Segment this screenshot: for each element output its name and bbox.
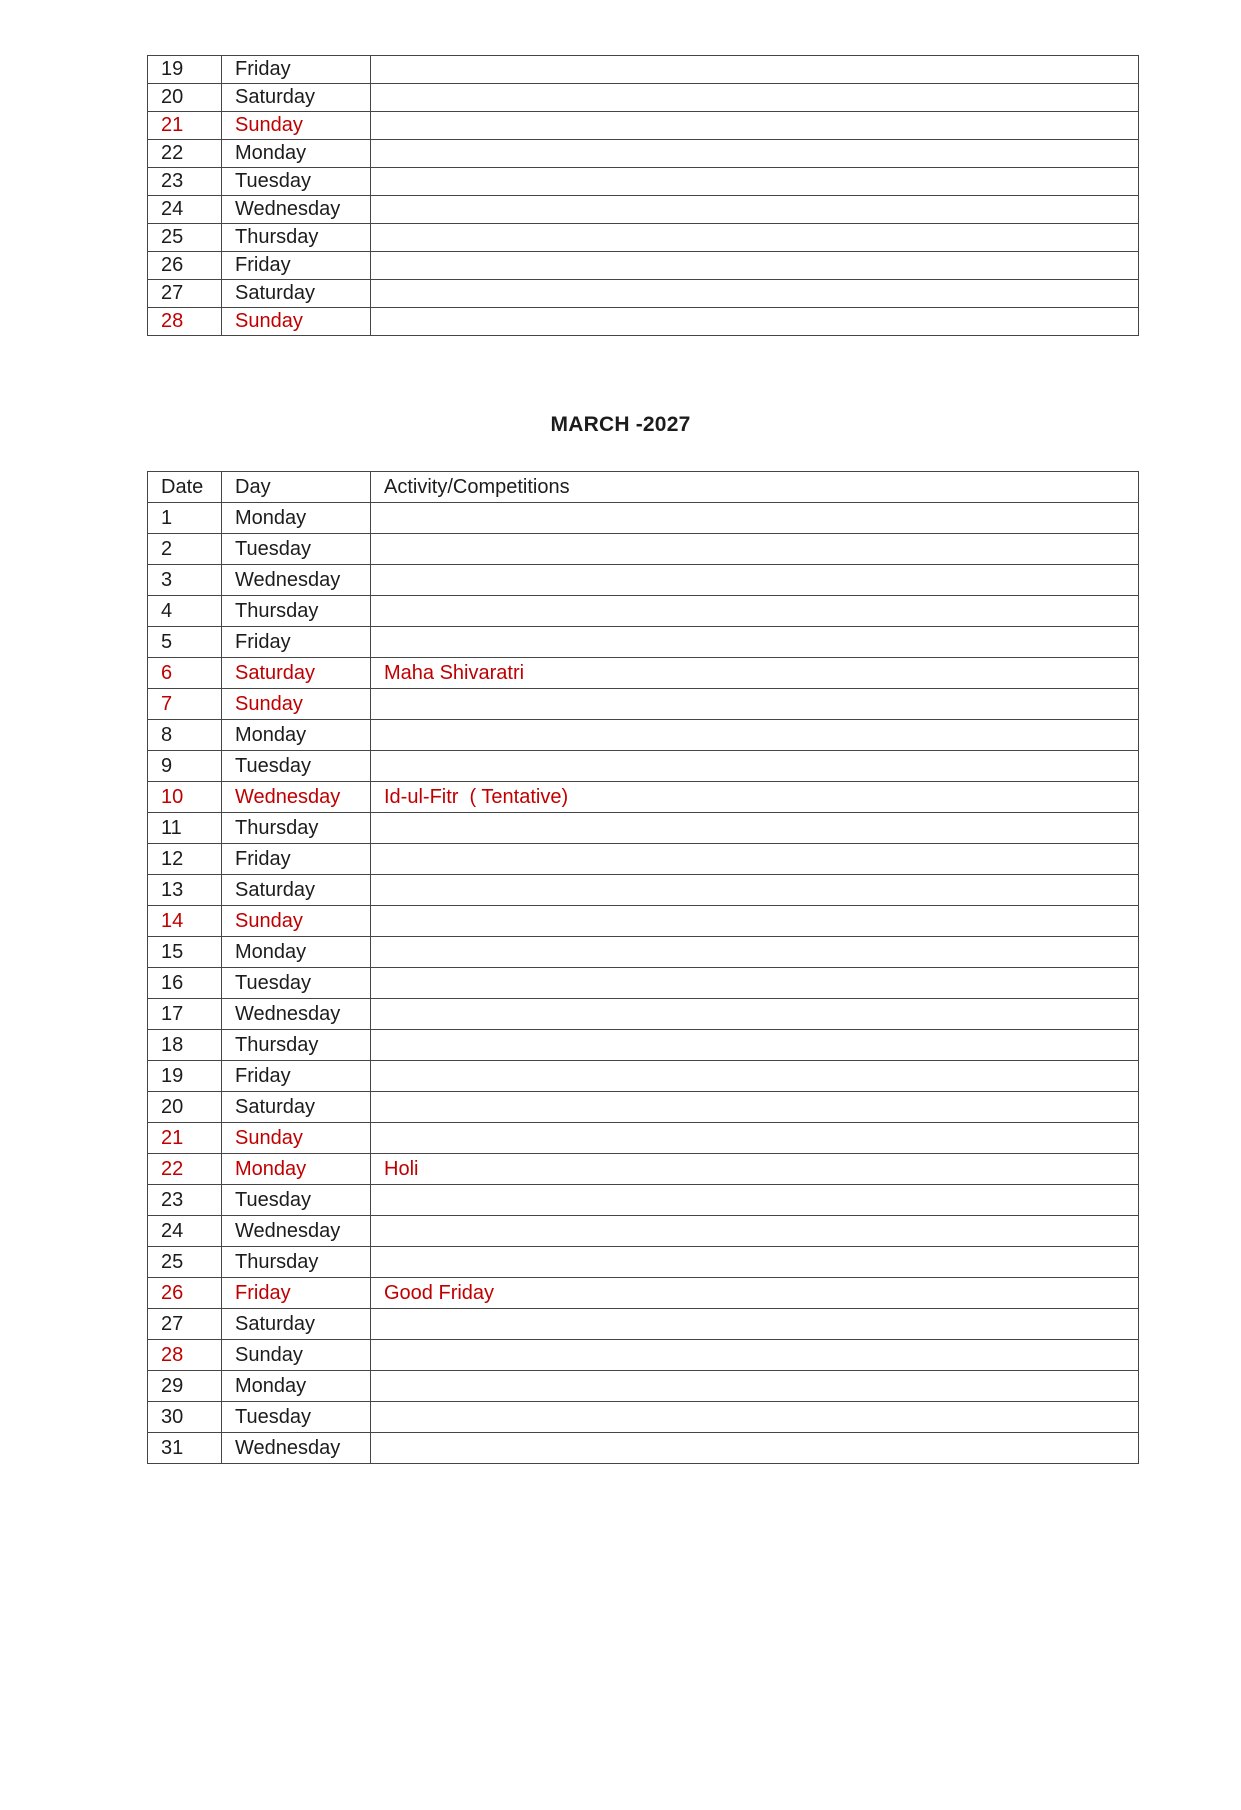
date-cell: 3: [148, 565, 222, 596]
activity-cell: [371, 252, 1139, 280]
day-cell: Thursday: [222, 224, 371, 252]
activity-cell: [371, 875, 1139, 906]
table-row: [148, 937, 1139, 968]
date-cell: 26: [148, 1278, 222, 1309]
day-cell: Monday: [222, 937, 371, 968]
date-cell: 19: [148, 56, 222, 84]
date-cell: 7: [148, 689, 222, 720]
date-cell: 10: [148, 782, 222, 813]
table-row: [148, 906, 1139, 937]
activity-cell: [371, 84, 1139, 112]
day-cell: Thursday: [222, 1247, 371, 1278]
table-row: [148, 782, 1139, 813]
activity-cell: Id-ul-Fitr ( Tentative): [371, 782, 1139, 813]
table-row: [148, 1185, 1139, 1216]
calendar-document-page: [0, 55, 1241, 1810]
day-column-header: Day: [222, 472, 371, 503]
day-cell: Sunday: [222, 689, 371, 720]
activity-cell: [371, 689, 1139, 720]
day-cell: Monday: [222, 1371, 371, 1402]
date-cell: 19: [148, 1061, 222, 1092]
activity-cell: [371, 906, 1139, 937]
date-cell: 21: [148, 112, 222, 140]
activity-cell: [371, 1402, 1139, 1433]
activity-cell: [371, 1340, 1139, 1371]
activity-cell: [371, 813, 1139, 844]
day-cell: Tuesday: [222, 968, 371, 999]
table-row: [148, 534, 1139, 565]
day-cell: Friday: [222, 844, 371, 875]
activity-cell: [371, 1061, 1139, 1092]
header-row: [148, 472, 1139, 503]
table-row: [148, 56, 1139, 84]
table-row: [148, 1123, 1139, 1154]
table-row: [148, 689, 1139, 720]
day-cell: Friday: [222, 1061, 371, 1092]
day-cell: Friday: [222, 56, 371, 84]
date-cell: 20: [148, 84, 222, 112]
activity-cell: [371, 534, 1139, 565]
day-cell: Thursday: [222, 1030, 371, 1061]
date-cell: 27: [148, 280, 222, 308]
activity-cell: [371, 1092, 1139, 1123]
table-row: [148, 1309, 1139, 1340]
activity-column-header: Activity/Competitions: [371, 472, 1139, 503]
date-cell: 1: [148, 503, 222, 534]
date-cell: 2: [148, 534, 222, 565]
day-cell: Saturday: [222, 658, 371, 689]
activity-cell: [371, 224, 1139, 252]
day-cell: Saturday: [222, 875, 371, 906]
day-cell: Saturday: [222, 84, 371, 112]
date-cell: 23: [148, 168, 222, 196]
activity-cell: Good Friday: [371, 1278, 1139, 1309]
activity-cell: [371, 308, 1139, 336]
date-cell: 27: [148, 1309, 222, 1340]
month-title: MARCH -2027: [550, 413, 691, 436]
table-row: [148, 565, 1139, 596]
day-cell: Saturday: [222, 280, 371, 308]
date-cell: 18: [148, 1030, 222, 1061]
date-cell: 22: [148, 1154, 222, 1185]
day-cell: Monday: [222, 1154, 371, 1185]
day-cell: Thursday: [222, 596, 371, 627]
date-cell: 24: [148, 196, 222, 224]
table-row: [148, 252, 1139, 280]
activity-cell: [371, 168, 1139, 196]
activity-cell: [371, 596, 1139, 627]
date-cell: 14: [148, 906, 222, 937]
date-cell: 29: [148, 1371, 222, 1402]
date-cell: 31: [148, 1433, 222, 1464]
table-row: [148, 1371, 1139, 1402]
date-cell: 20: [148, 1092, 222, 1123]
day-cell: Saturday: [222, 1092, 371, 1123]
table-row: [148, 813, 1139, 844]
date-cell: 9: [148, 751, 222, 782]
date-cell: 11: [148, 813, 222, 844]
date-cell: 12: [148, 844, 222, 875]
day-cell: Sunday: [222, 906, 371, 937]
activity-cell: [371, 627, 1139, 658]
activity-cell: [371, 140, 1139, 168]
table-row: [148, 308, 1139, 336]
activity-cell: [371, 1247, 1139, 1278]
date-cell: 23: [148, 1185, 222, 1216]
activity-cell: [371, 565, 1139, 596]
table-row: [148, 720, 1139, 751]
day-cell: Sunday: [222, 1340, 371, 1371]
previous-month-table: [147, 55, 1139, 336]
activity-cell: [371, 196, 1139, 224]
date-cell: 28: [148, 308, 222, 336]
day-cell: Tuesday: [222, 168, 371, 196]
date-cell: 25: [148, 1247, 222, 1278]
date-cell: 15: [148, 937, 222, 968]
table-row: [148, 999, 1139, 1030]
day-cell: Monday: [222, 720, 371, 751]
date-cell: 25: [148, 224, 222, 252]
table-row: [148, 1216, 1139, 1247]
activity-cell: [371, 1030, 1139, 1061]
activity-cell: [371, 1185, 1139, 1216]
date-cell: 13: [148, 875, 222, 906]
activity-cell: [371, 720, 1139, 751]
table-row: [148, 658, 1139, 689]
activity-cell: [371, 844, 1139, 875]
table-row: [148, 1154, 1139, 1185]
table-row: [148, 503, 1139, 534]
day-cell: Friday: [222, 1278, 371, 1309]
date-column-header: Date: [148, 472, 222, 503]
table-row: [148, 140, 1139, 168]
day-cell: Wednesday: [222, 565, 371, 596]
table-row: [148, 112, 1139, 140]
table-row: [148, 84, 1139, 112]
march-calendar-table: [147, 471, 1139, 1464]
activity-cell: [371, 1123, 1139, 1154]
day-cell: Monday: [222, 503, 371, 534]
activity-cell: [371, 1433, 1139, 1464]
day-cell: Sunday: [222, 1123, 371, 1154]
day-cell: Sunday: [222, 112, 371, 140]
date-cell: 17: [148, 999, 222, 1030]
table-row: [148, 224, 1139, 252]
date-cell: 22: [148, 140, 222, 168]
activity-cell: [371, 1371, 1139, 1402]
day-cell: Friday: [222, 627, 371, 658]
day-cell: Wednesday: [222, 196, 371, 224]
table-row: [148, 1247, 1139, 1278]
table-row: [148, 280, 1139, 308]
activity-cell: [371, 280, 1139, 308]
table-row: [148, 751, 1139, 782]
march-table-body: [148, 503, 1139, 1464]
day-cell: Monday: [222, 140, 371, 168]
day-cell: Wednesday: [222, 1216, 371, 1247]
table-row: [148, 1402, 1139, 1433]
table-row: [148, 1278, 1139, 1309]
table-row: [148, 1433, 1139, 1464]
date-cell: 16: [148, 968, 222, 999]
day-cell: Wednesday: [222, 1433, 371, 1464]
table-row: [148, 196, 1139, 224]
table-row: [148, 168, 1139, 196]
day-cell: Tuesday: [222, 751, 371, 782]
date-cell: 24: [148, 1216, 222, 1247]
table-row: [148, 968, 1139, 999]
date-cell: 30: [148, 1402, 222, 1433]
day-cell: Thursday: [222, 813, 371, 844]
activity-cell: [371, 1309, 1139, 1340]
day-cell: Saturday: [222, 1309, 371, 1340]
table-row: [148, 1340, 1139, 1371]
date-cell: 28: [148, 1340, 222, 1371]
activity-cell: Maha Shivaratri: [371, 658, 1139, 689]
date-cell: 8: [148, 720, 222, 751]
day-cell: Tuesday: [222, 1402, 371, 1433]
activity-cell: [371, 1216, 1139, 1247]
activity-cell: [371, 503, 1139, 534]
table-row: [148, 1092, 1139, 1123]
date-cell: 4: [148, 596, 222, 627]
table-row: [148, 844, 1139, 875]
date-cell: 21: [148, 1123, 222, 1154]
day-cell: Tuesday: [222, 1185, 371, 1216]
day-cell: Friday: [222, 252, 371, 280]
day-cell: Wednesday: [222, 999, 371, 1030]
activity-cell: [371, 999, 1139, 1030]
table-row: [148, 1061, 1139, 1092]
activity-cell: [371, 112, 1139, 140]
activity-cell: Holi: [371, 1154, 1139, 1185]
day-cell: Wednesday: [222, 782, 371, 813]
table-row: [148, 627, 1139, 658]
table-row: [148, 596, 1139, 627]
activity-cell: [371, 968, 1139, 999]
date-cell: 26: [148, 252, 222, 280]
day-cell: Tuesday: [222, 534, 371, 565]
day-cell: Sunday: [222, 308, 371, 336]
previous-month-table-body: [148, 56, 1139, 336]
date-cell: 6: [148, 658, 222, 689]
table-row: [148, 875, 1139, 906]
table-row: [148, 1030, 1139, 1061]
activity-cell: [371, 751, 1139, 782]
activity-cell: [371, 56, 1139, 84]
activity-cell: [371, 937, 1139, 968]
date-cell: 5: [148, 627, 222, 658]
